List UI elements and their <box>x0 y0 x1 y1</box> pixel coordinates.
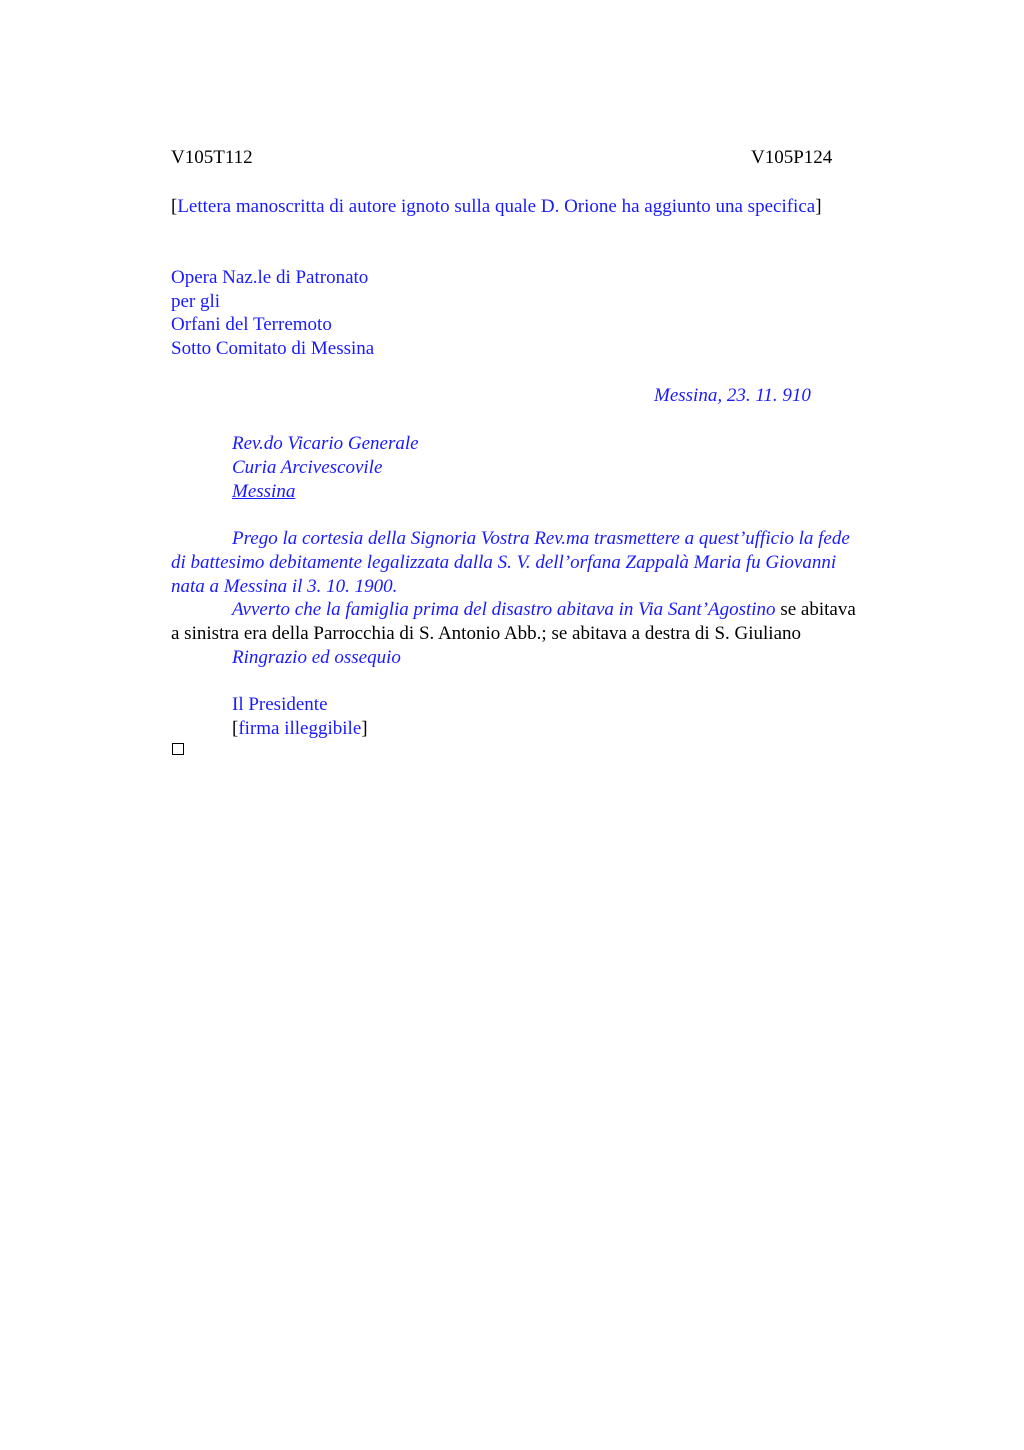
body-p2-added-tail: se abitava <box>775 599 856 620</box>
note-text: Lettera manoscritta di autore ignoto sulla quale D. Orione ha aggiunto una specifica <box>177 196 816 217</box>
body-p2-line-2: a sinistra era della Parrocchia di S. Antonio Abb.; se abitava a destra di S. Giuliano <box>171 623 802 644</box>
recipient-line-2: Curia Arcivescovile <box>232 457 383 478</box>
editorial-note <box>171 195 822 219</box>
body-p2-line-1 <box>232 598 856 622</box>
end-box-icon <box>172 743 184 755</box>
body-p1-line-1: Prego la cortesia della Signoria Vostra Rev.ma trasmettere a quest’ufficio la fede <box>232 528 850 549</box>
letterhead-line-3: Orfani del Terremoto <box>171 314 332 335</box>
body-p2-italic: Avverto che la famiglia prima del disastro abitava in Via Sant’Agostino <box>232 599 776 620</box>
signature-open-bracket: [ <box>232 718 239 739</box>
signature-close-bracket: ] <box>361 718 368 739</box>
letterhead-line-1: Opera Naz.le di Patronato <box>171 267 369 288</box>
letterhead-line-2: per gli <box>171 291 221 312</box>
body-p1-line-3: nata a Messina il 3. 10. 1900. <box>171 576 398 597</box>
recipient-line-3: Messina <box>232 481 296 502</box>
right-code: V105P124 <box>751 147 833 168</box>
note-open-bracket: [ <box>171 196 178 217</box>
body-p1-line-2: di battesimo debitamente legalizzata dalla S. V. dell’orfana Zappalà Maria fu Giovanni <box>171 552 837 573</box>
note-close-bracket: ] <box>815 196 822 217</box>
body-p3: Ringrazio ed ossequio <box>232 647 401 668</box>
left-code: V105T112 <box>171 147 253 168</box>
signature-note-text: firma illeggibile <box>238 718 362 739</box>
recipient-line-1: Rev.do Vicario Generale <box>232 433 419 454</box>
letter-date: Messina, 23. 11. 910 <box>654 385 811 406</box>
letterhead-line-4: Sotto Comitato di Messina <box>171 338 375 359</box>
signature-title: Il Presidente <box>232 694 328 715</box>
signature-note <box>232 717 368 741</box>
